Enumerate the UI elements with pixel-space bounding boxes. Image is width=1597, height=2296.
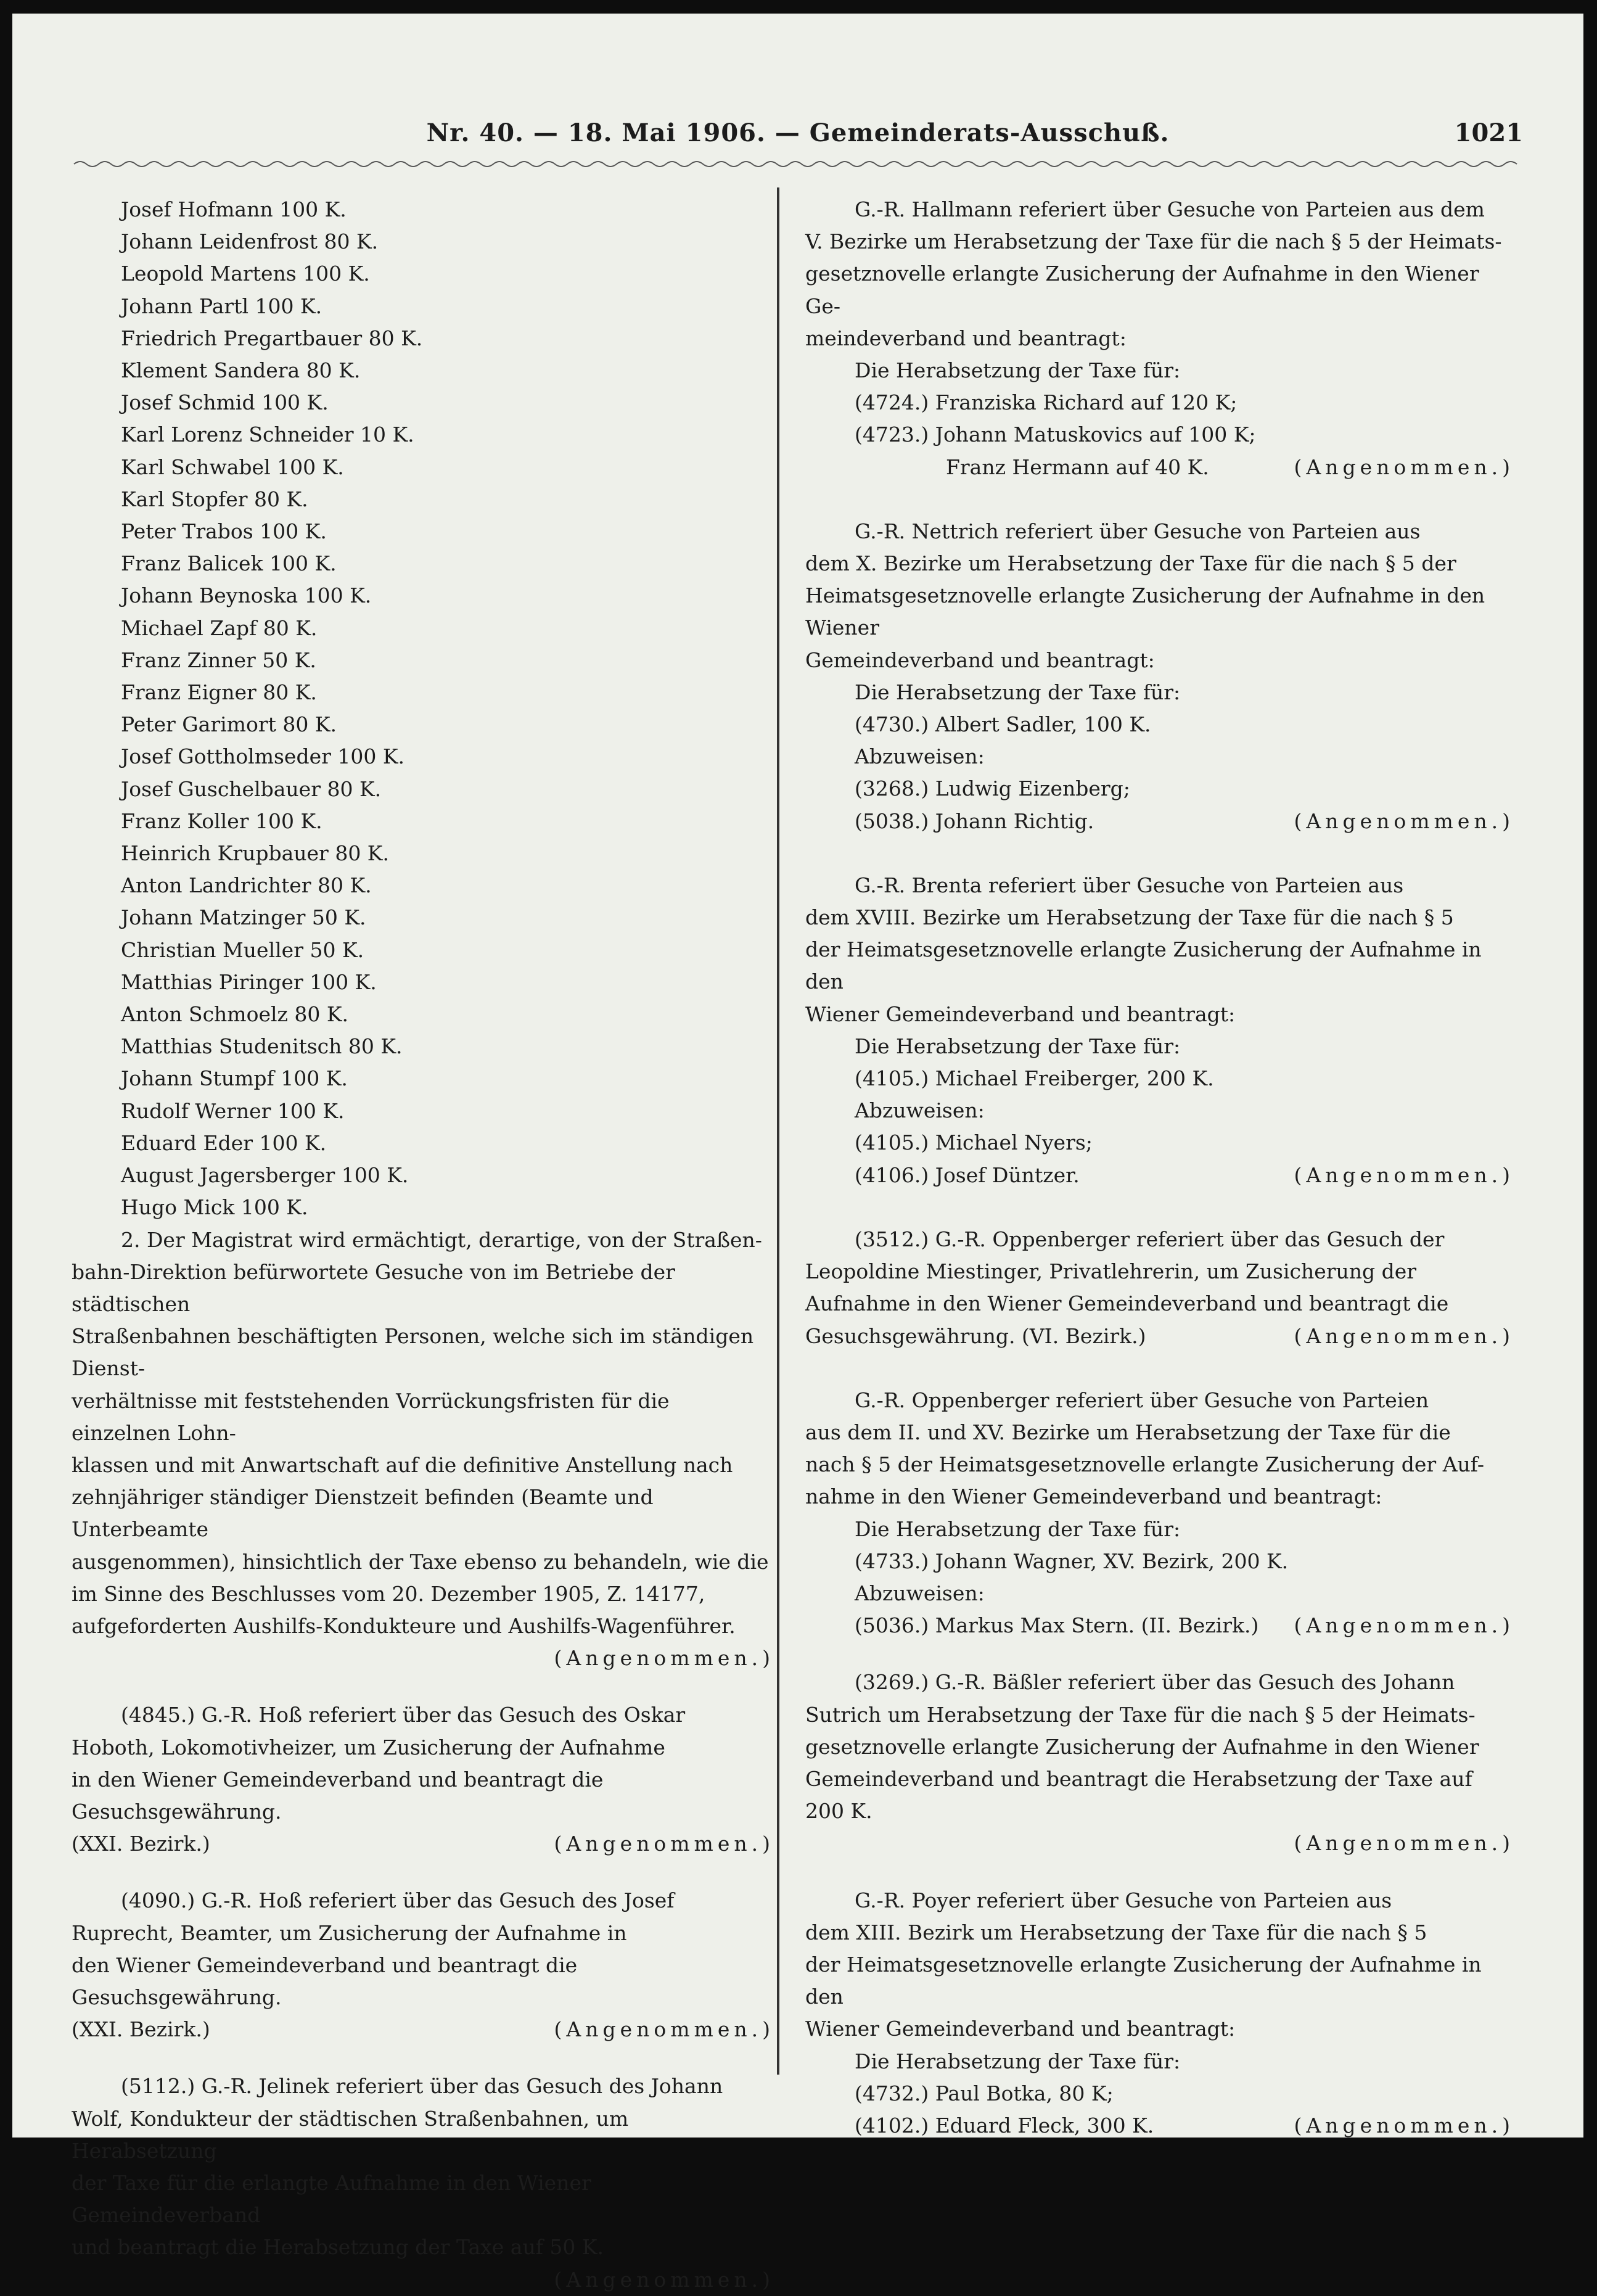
text-line: (4730.) Albert Sadler, 100 K. xyxy=(855,712,1151,737)
row xyxy=(805,2110,1514,2142)
text-line: Die Herabsetzung der Taxe für: xyxy=(855,358,1181,383)
text-line: aus dem II. und XV. Bezirke um Herabsetzung der Taxe für die xyxy=(805,1420,1451,1444)
text-line: Abzuweisen: xyxy=(855,744,985,769)
text-line: klassen und mit Anwartschaft auf die definitive Anstellung nach xyxy=(72,1452,733,1477)
text-line: in den Wiener Gemeindeverband und beantragt die Gesuchsgewährung. xyxy=(72,1767,604,1824)
text-line: (XXI. Bezirk.) xyxy=(72,1832,210,1856)
left-column xyxy=(72,194,774,2296)
names-list xyxy=(72,194,774,1224)
text-line: dem XIII. Bezirk um Herabsetzung der Taxe für die nach § 5 xyxy=(805,1920,1427,1944)
entry-oppenberger xyxy=(805,1385,1514,1642)
text-line: (4845.) G.-R. Hoß referiert über das Gesuch des Oskar xyxy=(121,1703,686,1727)
entry-4090 xyxy=(72,1885,774,2046)
text-line: Leopoldine Miestinger, Privatlehrerin, um Zusicherung der xyxy=(805,1259,1417,1284)
list-item: Franz Zinner 50 K. xyxy=(121,648,316,672)
text-line: ausgenommen), hinsichtlich der Taxe ebenso zu behandeln, wie die xyxy=(72,1549,769,1574)
list-item: Johann Beynoska 100 K. xyxy=(121,583,372,608)
list-item: Hugo Mick 100 K. xyxy=(121,1195,308,1220)
list-item: Johann Leidenfrost 80 K. xyxy=(121,229,379,254)
text-line: gesetznovelle erlangte Zusicherung der Aufnahme in den Wiener xyxy=(805,1734,1479,1759)
accepted-label: (Angenommen.) xyxy=(1294,455,1514,479)
text-line: G.-R. Poyer referiert über Gesuche von Parteien aus xyxy=(855,1888,1392,1912)
text-line: (4733.) Johann Wagner, XV. Bezirk, 200 K. xyxy=(855,1549,1289,1573)
text-line: verhältnisse mit feststehenden Vorrückungsfristen für die einzelnen Lohn- xyxy=(72,1388,670,1445)
accepted-label: (Angenommen.) xyxy=(1294,1613,1514,1638)
text-line: nach § 5 der Heimatsgesetznovelle erlangte Zusicherung der Auf- xyxy=(805,1452,1484,1477)
text-line: aufgeforderten Aushilfs-Kondukteure und Aushilfs-Wagenführer. xyxy=(72,1613,736,1638)
text-line: der Heimatsgesetznovelle erlangte Zusicherung der Aufnahme in den xyxy=(805,1952,1482,2009)
list-item: Karl Schwabel 100 K. xyxy=(121,455,344,479)
list-item: Josef Schmid 100 K. xyxy=(121,390,329,415)
accepted-label: (Angenommen.) xyxy=(1294,1323,1514,1348)
text-line: (3512.) G.-R. Oppenberger referiert über das Gesuch der xyxy=(855,1227,1445,1251)
text-line: (4105.) Michael Freiberger, 200 K. xyxy=(855,1066,1214,1091)
text-line: der Taxe für die erlangte Aufnahme in den Wiener Gemeindeverband xyxy=(72,2170,591,2228)
row xyxy=(72,2014,774,2046)
entry-poyer xyxy=(805,1885,1514,2142)
accepted-label: (Angenommen.) xyxy=(1294,2113,1514,2138)
header-rule xyxy=(74,157,1517,171)
row xyxy=(805,1827,1514,1859)
list-item: Matthias Studenitsch 80 K. xyxy=(121,1034,403,1059)
entry-nettrich xyxy=(805,516,1514,837)
list-item: Karl Stopfer 80 K. xyxy=(121,487,308,511)
list-item: Johann Stumpf 100 K. xyxy=(121,1066,348,1091)
text-line: Gemeindeverband und beantragt: xyxy=(805,648,1155,672)
entry-3512 xyxy=(805,1224,1514,1352)
text-line: (4105.) Michael Nyers; xyxy=(855,1130,1093,1155)
text-line: Abzuweisen: xyxy=(855,1581,985,1605)
text-line: 2. Der Magistrat wird ermächtigt, derartige, von der Straßen- xyxy=(121,1227,762,1252)
text-line: (4732.) Paul Botka, 80 K; xyxy=(855,2081,1114,2105)
text-line: (4102.) Eduard Fleck, 300 K. xyxy=(855,2113,1154,2138)
right-column xyxy=(805,194,1514,2142)
text-line: Aufnahme in den Wiener Gemeindeverband und beantragt die xyxy=(805,1291,1449,1316)
text-line: Sutrich um Herabsetzung der Taxe für die nach § 5 der Heimats- xyxy=(805,1702,1476,1727)
text-line: (3268.) Ludwig Eizenberg; xyxy=(855,776,1130,801)
text-line: Wiener Gemeindeverband und beantragt: xyxy=(805,2017,1236,2041)
text-line: Die Herabsetzung der Taxe für: xyxy=(855,2049,1181,2073)
text-line: (3269.) G.-R. Bäßler referiert über das Gesuch des Johann xyxy=(855,1670,1455,1695)
list-item: Josef Guschelbauer 80 K. xyxy=(121,776,382,801)
text-line: (4090.) G.-R. Hoß referiert über das Gesuch des Josef xyxy=(121,1888,675,1913)
row xyxy=(805,1159,1514,1191)
accepted-label: (Angenommen.) xyxy=(554,1832,774,1856)
row xyxy=(72,1642,774,1674)
list-item: Johann Matzinger 50 K. xyxy=(121,905,366,930)
accepted-label: (Angenommen.) xyxy=(1294,1831,1514,1856)
text-line: V. Bezirke um Herabsetzung der Taxe für die nach § 5 der Heimats- xyxy=(805,229,1502,254)
text-line: G.-R. Hallmann referiert über Gesuche von Parteien aus dem xyxy=(855,197,1485,221)
list-item: Rudolf Werner 100 K. xyxy=(121,1098,345,1123)
list-item: Peter Trabos 100 K. xyxy=(121,519,327,544)
text-line: meindeverband und beantragt: xyxy=(805,326,1127,350)
row xyxy=(805,1610,1514,1642)
text-line: im Sinne des Beschlusses vom 20. Dezember 1905, Z. 14177, xyxy=(72,1581,705,1606)
entry-brenta xyxy=(805,870,1514,1191)
accepted-label: (Angenommen.) xyxy=(554,1646,774,1671)
list-item: Anton Schmoelz 80 K. xyxy=(121,1002,349,1027)
paragraph-2 xyxy=(72,1224,774,1675)
accepted-label: (Angenommen.) xyxy=(1294,1162,1514,1187)
text-line: (4723.) Johann Matuskovics auf 100 K; xyxy=(855,422,1256,447)
row xyxy=(805,451,1514,483)
list-item: Peter Garimort 80 K. xyxy=(121,712,337,737)
text-line: Franz Hermann auf 40 K. xyxy=(946,455,1209,479)
accepted-label: (Angenommen.) xyxy=(554,2267,774,2292)
entry-hallmann xyxy=(805,194,1514,483)
list-item: Franz Koller 100 K. xyxy=(121,809,322,833)
list-item: Josef Gottholmseder 100 K. xyxy=(121,744,404,769)
text-line: dem XVIII. Bezirke um Herabsetzung der Taxe für die nach § 5 xyxy=(805,905,1454,930)
accepted-label: (Angenommen.) xyxy=(1294,809,1514,833)
text-line: Heimatsgesetznovelle erlangte Zusicherung der Aufnahme in den Wiener xyxy=(805,583,1485,640)
accepted-label: (Angenommen.) xyxy=(554,2017,774,2042)
text-line: (4106.) Josef Düntzer. xyxy=(855,1162,1080,1187)
text-line: G.-R. Brenta referiert über Gesuche von Parteien aus xyxy=(855,873,1404,897)
text-line: G.-R. Nettrich referiert über Gesuche von Parteien aus xyxy=(855,519,1421,543)
row xyxy=(72,2264,774,2296)
row xyxy=(72,1828,774,1860)
entry-5112 xyxy=(72,2070,774,2295)
text-line: G.-R. Oppenberger referiert über Gesuche von Parteien xyxy=(855,1388,1429,1412)
page xyxy=(12,14,1583,2292)
text-line: Ruprecht, Beamter, um Zusicherung der Aufnahme in xyxy=(72,1920,627,1945)
text-line: Straßenbahnen beschäftigten Personen, welche sich im ständigen Dienst- xyxy=(72,1324,754,1381)
page-header xyxy=(12,118,1583,155)
text-line: nahme in den Wiener Gemeindeverband und beantragt: xyxy=(805,1484,1382,1509)
entry-4845 xyxy=(72,1699,774,1860)
list-item: Franz Eigner 80 K. xyxy=(121,680,317,705)
text-line: Wolf, Kondukteur der städtischen Straßenbahnen, um Herabsetzung xyxy=(72,2106,629,2163)
list-item: Karl Lorenz Schneider 10 K. xyxy=(121,422,414,447)
page-title: Nr. 40. — 18. Mai 1906. — Gemeinderats-Ausschuß. xyxy=(426,118,1170,147)
text-line: den Wiener Gemeindeverband und beantragt die Gesuchsgewährung. xyxy=(72,1952,578,2009)
text-line: Hoboth, Lokomotivheizer, um Zusicherung der Aufnahme xyxy=(72,1735,665,1759)
list-item: Klement Sandera 80 K. xyxy=(121,358,361,383)
text-line: (5036.) Markus Max Stern. (II. Bezirk.) xyxy=(855,1613,1259,1638)
list-item: Leopold Martens 100 K. xyxy=(121,261,370,286)
column-divider xyxy=(777,187,779,2075)
text-line: (5038.) Johann Richtig. xyxy=(855,809,1094,833)
list-item: Friedrich Pregartbauer 80 K. xyxy=(121,326,423,350)
list-item: Matthias Piringer 100 K. xyxy=(121,969,377,994)
text-line: dem X. Bezirke um Herabsetzung der Taxe für die nach § 5 der xyxy=(805,551,1456,576)
text-line: Gemeindeverband und beantragt die Herabsetzung der Taxe auf 200 K. xyxy=(805,1766,1472,1824)
text-line: der Heimatsgesetznovelle erlangte Zusicherung der Aufnahme in den xyxy=(805,937,1482,994)
row xyxy=(805,1320,1514,1352)
list-item: Anton Landrichter 80 K. xyxy=(121,873,372,898)
entry-3269 xyxy=(805,1666,1514,1859)
page-number: 1021 xyxy=(1454,118,1523,147)
text-line: Wiener Gemeindeverband und beantragt: xyxy=(805,1002,1236,1026)
text-line: Die Herabsetzung der Taxe für: xyxy=(855,1034,1181,1058)
text-line: Die Herabsetzung der Taxe für: xyxy=(855,1516,1181,1541)
row xyxy=(805,805,1514,837)
text-line: Abzuweisen: xyxy=(855,1098,985,1123)
text-line: (5112.) G.-R. Jelinek referiert über das Gesuch des Johann xyxy=(121,2074,723,2099)
list-item: Johann Partl 100 K. xyxy=(121,294,322,318)
text-line: gesetznovelle erlangte Zusicherung der Aufnahme in den Wiener Ge- xyxy=(805,261,1479,318)
text-line: Die Herabsetzung der Taxe für: xyxy=(855,680,1181,704)
text-line: bahn-Direktion befürwortete Gesuche von im Betriebe der städtischen xyxy=(72,1259,675,1316)
list-item: Franz Balicek 100 K. xyxy=(121,551,337,576)
list-item: Eduard Eder 100 K. xyxy=(121,1130,327,1155)
text-line: (XXI. Bezirk.) xyxy=(72,2017,210,2042)
text-line: (4724.) Franziska Richard auf 120 K; xyxy=(855,390,1238,415)
text-line: Gesuchsgewährung. (VI. Bezirk.) xyxy=(805,1323,1146,1348)
text-line: und beantragt die Herabsetzung der Taxe auf 50 K. xyxy=(72,2235,604,2260)
list-item: Josef Hofmann 100 K. xyxy=(121,197,347,221)
list-item: Michael Zapf 80 K. xyxy=(121,615,318,640)
list-item: August Jagersberger 100 K. xyxy=(121,1163,409,1188)
text-line: zehnjähriger ständiger Dienstzeit befinden (Beamte und Unterbeamte xyxy=(72,1485,654,1542)
list-item: Christian Mueller 50 K. xyxy=(121,937,364,962)
list-item: Heinrich Krupbauer 80 K. xyxy=(121,841,389,866)
